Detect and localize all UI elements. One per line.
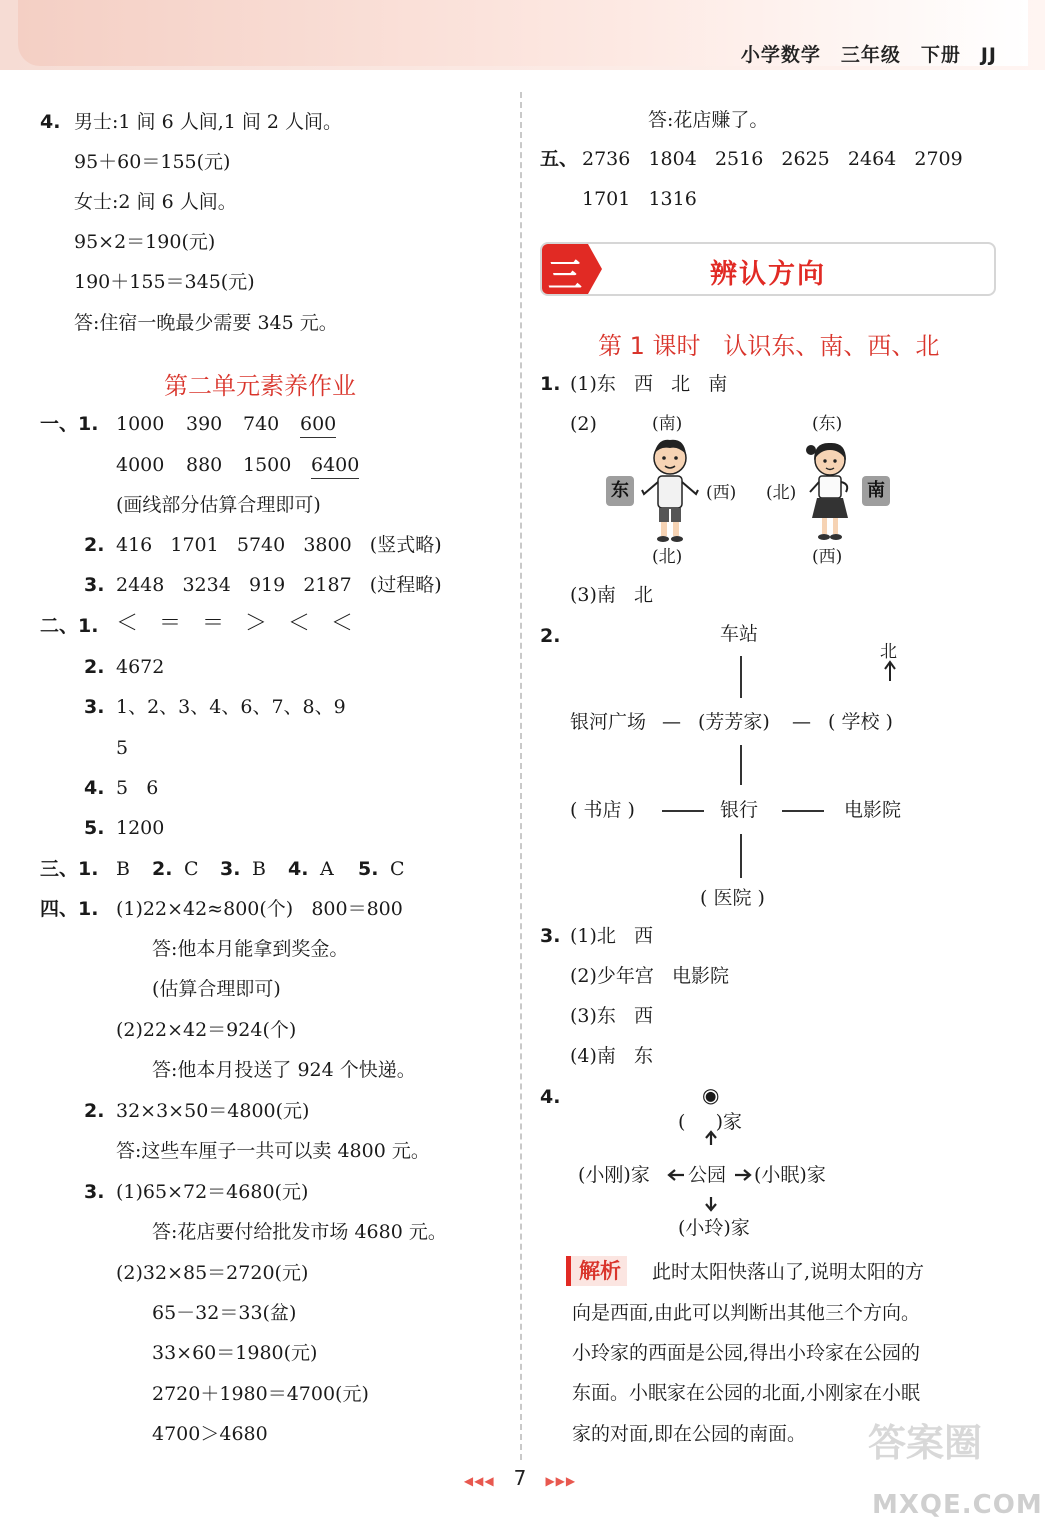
r-q3-p2: (2)少年宫 电影院: [570, 965, 730, 987]
prev-arrows-icon: ◀◀◀: [463, 1474, 495, 1488]
arrow-down-icon: [704, 1196, 718, 1212]
s1-q2: 416 1701 5740 3800 (竖式略): [116, 534, 442, 556]
unit2-title: 第二单元素养作业: [164, 372, 356, 400]
analysis-l1: 此时太阳快落山了,说明太阳的方: [652, 1261, 925, 1283]
sun-icon: ◉: [702, 1083, 720, 1107]
unit3-banner: [540, 242, 996, 296]
map-row1-c: ( 学校 ): [828, 711, 893, 733]
s4-q3-num: 3.: [84, 1181, 105, 1203]
s4-q3e: 33×60＝1980(元): [152, 1342, 318, 1364]
girl-bottom-label: (西): [812, 547, 843, 567]
s3-a3: B: [252, 858, 266, 880]
page-number: 7: [513, 1466, 527, 1490]
q4-bottom: (小玲)家: [678, 1217, 750, 1239]
s4-q3a: (1)65×72＝4680(元): [116, 1181, 309, 1203]
header-subject: 小学数学: [740, 44, 821, 66]
r-q1-p3: (3)南 北: [570, 584, 654, 606]
q4-mid-left: (小刚)家: [578, 1164, 650, 1186]
s1-r1-b: 390: [186, 413, 223, 435]
left-q4-l5: 190＋155＝345(元): [74, 271, 255, 293]
watermark-site: MXQE.COM: [872, 1490, 1043, 1520]
left-q4-l4: 95×2＝190(元): [74, 231, 216, 253]
header-volume: 下册: [920, 44, 961, 66]
left-q4-num: 4.: [40, 111, 61, 133]
s4-q1c: (估算合理即可): [152, 978, 281, 1000]
arrow-right-icon: [734, 1168, 752, 1182]
map-line-v3: [740, 834, 742, 878]
girl-figure: [800, 436, 860, 544]
right-cont: 答:花店赚了。: [648, 109, 769, 131]
s1-r2-b: 880: [186, 454, 223, 476]
map-row2-a: ( 书店 ): [570, 799, 635, 821]
north-arrow-icon: [882, 660, 898, 682]
r-q1-num: 1.: [540, 373, 561, 395]
r-q1-p2: (2): [570, 413, 597, 435]
s1-r1-c: 740: [243, 413, 280, 435]
analysis-l2: 向是西面,由此可以判断出其他三个方向。: [572, 1302, 921, 1324]
r-q4-num: 4.: [540, 1086, 561, 1108]
s2-q1: ＜ ＝ ＝ ＞ ＜ ＜: [116, 611, 353, 636]
boy-figure: [638, 436, 702, 544]
header-grade: 三年级: [840, 44, 901, 66]
s1-r2-d: 6400: [311, 453, 359, 479]
map-station: 车站: [720, 623, 759, 645]
s3-n5: 5.: [358, 858, 379, 880]
s5-label: 五、: [540, 148, 579, 170]
page-number-footer: [440, 1466, 600, 1490]
r-q1-p1: (1)东 西 北 南: [570, 373, 728, 395]
analysis-l3: 小玲家的西面是公园,得出小玲家在公园的: [572, 1342, 921, 1364]
s4-label: 四、1.: [40, 898, 99, 920]
watermark-logo: 答案圈: [868, 1421, 983, 1465]
s2-q2: 4672: [116, 656, 165, 678]
s1-q3-num: 3.: [84, 574, 105, 596]
left-q4-l6: 答:住宿一晚最少需要 345 元。: [74, 312, 338, 334]
boy-bottom-label: (北): [652, 547, 683, 567]
s3-n3: 3.: [220, 858, 241, 880]
left-q4-l3: 女士:2 间 6 人间。: [74, 191, 237, 213]
s1-r2-c: 1500: [243, 454, 292, 476]
s3-n2: 2.: [152, 858, 173, 880]
left-q4-l2: 95＋60＝155(元): [74, 151, 231, 173]
arrow-left-icon: [667, 1168, 685, 1182]
girl-south-tag: 南: [862, 476, 890, 506]
boy-right-label: (西): [706, 483, 737, 503]
q4-top-blank: ( )家: [678, 1111, 743, 1133]
s2-label: 二、1.: [40, 615, 99, 637]
map-hline-2: [782, 810, 824, 812]
arrow-up-icon: [704, 1130, 718, 1146]
map-row1-a: 银河广场: [570, 711, 647, 733]
boy-east-tag: 东: [606, 476, 634, 506]
analysis-label: 解析: [566, 1256, 627, 1286]
s3-a5: C: [390, 858, 405, 880]
s4-q2a: 32×3×50＝4800(元): [116, 1100, 310, 1122]
s2-q2-num: 2.: [84, 656, 105, 678]
s2-q3a: 1、2、3、4、6、7、8、9: [116, 696, 346, 718]
s4-q3c: (2)32×85＝2720(元): [116, 1262, 309, 1284]
analysis-l4: 东面。小眠家在公园的北面,小刚家在小眠: [572, 1382, 921, 1404]
boy-top-label: (南): [652, 414, 683, 434]
s4-q3b: 答:花店要付给批发市场 4680 元。: [152, 1221, 447, 1243]
s2-q5-num: 5.: [84, 817, 105, 839]
left-q4-l1: 男士:1 间 6 人间,1 间 2 人间。: [74, 111, 343, 133]
s1-r1-d: 600: [300, 412, 336, 438]
s1-q2-num: 2.: [84, 534, 105, 556]
next-arrows-icon: ▶▶▶: [545, 1474, 577, 1488]
map-hospital: ( 医院 ): [700, 887, 765, 909]
unit3-title: 辨认方向: [710, 259, 826, 290]
s3-a1: B: [116, 858, 130, 880]
r-q3-p1: (1)北 西: [570, 925, 654, 947]
s5-r2: 1701 1316: [582, 188, 697, 210]
map-line-v1: [740, 656, 742, 698]
r-q3-p4: (4)南 东: [570, 1045, 654, 1067]
s1-r1-a: 1000: [116, 413, 165, 435]
s3-a2: C: [184, 858, 199, 880]
s2-q4: 5 6: [116, 777, 159, 799]
map-hline-1: [662, 810, 704, 812]
s1-r2-a: 4000: [116, 454, 165, 476]
map-dash-2: —: [792, 711, 811, 733]
girl-top-label: (东): [812, 414, 843, 434]
s4-q3d: 65－32＝33(盆): [152, 1302, 297, 1324]
s2-q4-num: 4.: [84, 777, 105, 799]
map-dash-1: —: [662, 711, 681, 733]
r-q2-num: 2.: [540, 625, 561, 647]
analysis-l5: 家的对面,即在公园的南面。: [572, 1423, 807, 1445]
column-divider: [520, 92, 522, 1460]
lesson-title: 第 1 课时 认识东、南、西、北: [598, 332, 940, 360]
q4-mid-right: (小眠)家: [754, 1164, 826, 1186]
s4-q1a: (1)22×42≈800(个) 800＝800: [116, 898, 403, 920]
map-north-label: 北: [880, 642, 897, 662]
q4-park: 公园: [688, 1164, 727, 1186]
s2-q3b: 5: [116, 737, 129, 759]
s3-label: 三、1.: [40, 858, 99, 880]
s3-a4: A: [320, 858, 334, 880]
r-q3-num: 3.: [540, 925, 561, 947]
s4-q2b: 答:这些车厘子一共可以卖 4800 元。: [116, 1140, 430, 1162]
s1-label: 一、1.: [40, 413, 99, 435]
map-row2-c: 电影院: [844, 799, 902, 821]
s4-q2-num: 2.: [84, 1100, 105, 1122]
s2-q5: 1200: [116, 817, 165, 839]
map-line-v2: [740, 745, 742, 785]
header-edition: JJ: [980, 44, 997, 66]
s2-q3-num: 3.: [84, 696, 105, 718]
header-text: [721, 40, 997, 67]
map-row1-b: (芳芳家): [698, 711, 770, 733]
s4-q1e: 答:他本月投送了 924 个快递。: [152, 1059, 416, 1081]
s5-r1: 2736 1804 2516 2625 2464 2709: [582, 148, 963, 170]
r-q3-p3: (3)东 西: [570, 1005, 654, 1027]
map-row2-b: 银行: [720, 799, 759, 821]
s1-note: (画线部分估算合理即可): [116, 494, 321, 516]
s3-n4: 4.: [288, 858, 309, 880]
s4-q1d: (2)22×42＝924(个): [116, 1019, 297, 1041]
s4-q3f: 2720＋1980＝4700(元): [152, 1383, 369, 1405]
girl-left-label: (北): [766, 483, 797, 503]
s4-q3g: 4700＞4680: [152, 1423, 268, 1445]
unit3-number: 三: [548, 256, 582, 296]
page-header: [0, 0, 1045, 70]
s4-q1b: 答:他本月能拿到奖金。: [152, 938, 349, 960]
s1-q3: 2448 3234 919 2187 (过程略): [116, 574, 442, 596]
